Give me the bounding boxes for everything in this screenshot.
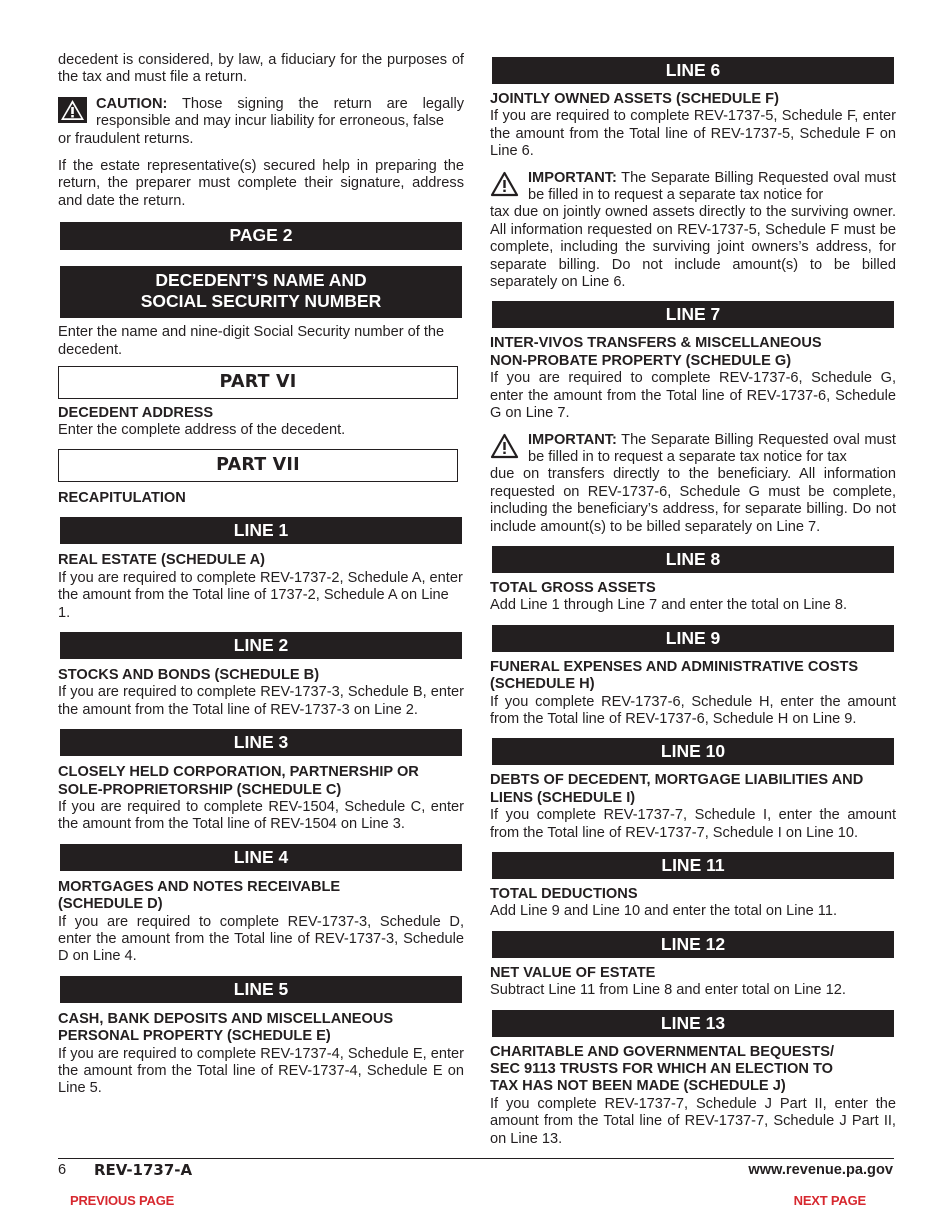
line8-bar: LINE 8 — [492, 546, 894, 573]
line13-bar: LINE 13 — [492, 1010, 894, 1037]
right-column — [490, 57, 896, 1148]
previous-page-link[interactable]: PREVIOUS PAGE — [70, 1193, 175, 1208]
line1-bar: LINE 1 — [60, 517, 462, 544]
line12-text: Subtract Line 11 from Line 8 and enter total on Line 12. — [490, 982, 846, 999]
line3-bar: LINE 3 — [60, 729, 462, 756]
line13-heading-1: CHARITABLE AND GOVERNMENTAL BEQUESTS/ — [490, 1043, 835, 1060]
line10-text: If you complete REV-1737-7, Schedule I, enter the amount from the Total line of REV-1737-7, Schedule I on Line 10. — [490, 807, 896, 841]
line6-heading: JOINTLY OWNED ASSETS (SCHEDULE F) — [490, 91, 779, 107]
line10-heading-2: LIENS (SCHEDULE I) — [490, 789, 636, 806]
line3-heading-2: SOLE-PROPRIETORSHIP (SCHEDULE C) — [58, 781, 342, 798]
line10-bar: LINE 10 — [492, 738, 894, 765]
line3-heading-1: CLOSELY HELD CORPORATION, PARTNERSHIP OR — [58, 764, 419, 781]
warning-icon — [490, 171, 519, 197]
line7-heading-2: NON-PROBATE PROPERTY (SCHEDULE G) — [490, 352, 792, 369]
line6-important-text: The Separate Billing Requested oval must be filled in to request a separate tax notice for — [528, 169, 896, 204]
line7-important-cont: due on transfers directly to the beneficiary. All information requested on REV-1737-6, Schedule G must be complete, including the beneficiary’s address, for separate billing. Do not include amount(s) to be billed separately on Line 7. — [490, 466, 896, 535]
page-number: 6 — [58, 1162, 67, 1178]
next-page-link[interactable]: NEXT PAGE — [793, 1193, 866, 1208]
line7-bar: LINE 7 — [492, 301, 894, 328]
line1-heading: REAL ESTATE (SCHEDULE A) — [58, 552, 266, 569]
line12-heading: NET VALUE OF ESTATE — [490, 964, 656, 981]
line6-bar: LINE 6 — [492, 57, 894, 84]
line11-text: Add Line 9 and Line 10 and enter the total on Line 11. — [490, 903, 838, 920]
line8-text: Add Line 1 through Line 7 and enter the total on Line 8. — [490, 597, 848, 614]
line13-heading-2: SEC 9113 TRUSTS FOR WHICH AN ELECTION TO — [490, 1061, 833, 1078]
caution-lead: CAUTION: — [96, 95, 168, 112]
page2-bar: PAGE 2 — [60, 222, 462, 250]
warning-icon — [490, 433, 519, 459]
line4-text: If you are required to complete REV-1737-3, Schedule D, enter the amount from the Total line of REV-1737-3, Schedule D on Line 4. — [58, 913, 464, 965]
line4-bar: LINE 4 — [60, 844, 462, 871]
line9-heading-2: (SCHEDULE H) — [490, 676, 595, 693]
caution-cont: or fraudulent returns. — [58, 130, 194, 147]
line11-heading: TOTAL DEDUCTIONS — [490, 886, 638, 902]
line7-text: If you are required to complete REV-1737-6, Schedule G, enter the amount from the Total line of REV-1737-6, Schedule G on Line 7. — [490, 370, 896, 422]
line13-heading-3: TAX HAS NOT BEEN MADE (SCHEDULE J) — [490, 1078, 786, 1095]
decedent-heading-line2: SOCIAL SECURITY NUMBER — [140, 291, 382, 312]
line5-text: If you are required to complete REV-1737-4, Schedule E, enter the amount from the Total line of REV-1737-4, Schedule E on Line 5. — [58, 1045, 464, 1097]
line6-important-block — [490, 170, 896, 205]
line1-text: If you are required to complete REV-1737-2, Schedule A, enter the amount from the Total line of 1737-2, Schedule A on Line 1. — [58, 569, 463, 621]
address-text: Enter the complete address of the decedent. — [58, 422, 346, 439]
line6-important-lead: IMPORTANT: — [528, 169, 617, 186]
line7-heading-1: INTER-VIVOS TRANSFERS & MISCELLANEOUS — [490, 335, 822, 352]
part6-box: PART VI — [58, 366, 458, 399]
preparer-text: If the estate representative(s) secured help in preparing the return, the preparer must complete their signature, address and date the return. — [58, 158, 464, 209]
line7-important-block — [490, 432, 896, 467]
caution-block — [58, 96, 464, 131]
line10-heading-1: DEBTS OF DECEDENT, MORTGAGE LIABILITIES AND — [490, 772, 864, 789]
caution-text: Those signing the return are legally responsible and may incur liability for erroneous, false — [96, 95, 464, 130]
line2-bar: LINE 2 — [60, 632, 462, 659]
line4-heading-1: MORTGAGES AND NOTES RECEIVABLE — [58, 878, 341, 895]
caution-icon — [58, 97, 87, 123]
line3-text: If you are required to complete REV-1504, Schedule C, enter the amount from the Total line of REV-1504 on Line 3. — [58, 798, 464, 833]
line9-bar: LINE 9 — [492, 625, 894, 652]
line4-heading-2: (SCHEDULE D) — [58, 896, 163, 913]
line5-heading-2: PERSONAL PROPERTY (SCHEDULE E) — [58, 1028, 331, 1045]
recap-heading: RECAPITULATION — [58, 489, 186, 506]
decedent-text: Enter the name and nine-digit Social Security number of the decedent. — [58, 324, 445, 358]
decedent-heading-line1: DECEDENT’S NAME AND — [155, 270, 367, 291]
left-column — [58, 52, 464, 1098]
line5-heading-1: CASH, BANK DEPOSITS AND MISCELLANEOUS — [58, 1010, 394, 1027]
website-url: www.revenue.pa.gov — [748, 1162, 893, 1178]
part7-box: PART VII — [58, 449, 458, 482]
line6-text: If you are required to complete REV-1737-5, Schedule F, enter the amount from the Total line of REV-1737-5, Schedule F on Line 6. — [490, 108, 896, 160]
line7-important-lead: IMPORTANT: — [528, 431, 617, 448]
line9-text: If you complete REV-1737-6, Schedule H, enter the amount from the Total line of REV-1737-6, Schedule H on Line 9. — [490, 693, 896, 727]
form-id: REV-1737-A — [94, 1161, 193, 1179]
line7-important-text: The Separate Billing Requested oval must be filled in to request a separate tax notice for tax — [528, 431, 896, 465]
line9-heading-1: FUNERAL EXPENSES AND ADMINISTRATIVE COSTS — [490, 658, 859, 675]
line11-bar: LINE 11 — [492, 852, 894, 879]
decedent-name-bar — [60, 266, 462, 318]
line12-bar: LINE 12 — [492, 931, 894, 958]
line8-heading: TOTAL GROSS ASSETS — [490, 579, 656, 596]
address-heading: DECEDENT ADDRESS — [58, 405, 214, 422]
line13-text: If you complete REV-1737-7, Schedule J Part II, enter the amount from the Total line of REV-1737-7, Schedule J Part II, on Line 13. — [490, 1095, 896, 1147]
line5-bar: LINE 5 — [60, 976, 462, 1003]
intro-text: decedent is considered, by law, a fiduciary for the purposes of the tax and must file a return. — [58, 52, 464, 86]
line2-text: If you are required to complete REV-1737-3, Schedule B, enter the amount from the Total line of REV-1737-3 on Line 2. — [58, 684, 464, 718]
footer-divider — [58, 1158, 894, 1159]
line2-heading: STOCKS AND BONDS (SCHEDULE B) — [58, 666, 320, 683]
line6-important-cont: tax due on jointly owned assets directly to the surviving owner. All information requested on REV-1737-5, Schedule F must be complete, including the surviving joint owners’s address, for separate billing. Do not include amount(s) to be billed separately on Line 6. — [490, 204, 896, 291]
